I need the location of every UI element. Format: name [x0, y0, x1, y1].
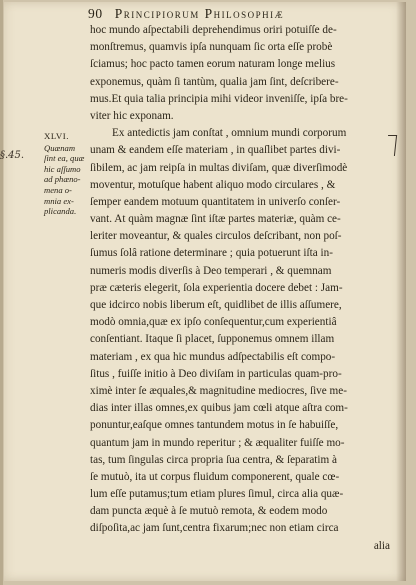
text-line: dias inter illas omnes,ex quibus jam cœli atque aſtra com-: [90, 402, 348, 415]
margin-note: [44, 131, 90, 217]
page-gutter-shadow: [396, 2, 406, 581]
text-line: ponuntur,eaſque omnes tantundem motus in ſe habuiſſe,: [90, 419, 339, 432]
margin-gloss-line: ſint ea, quæ: [44, 153, 85, 164]
margin-gloss-line: mnia ex-: [44, 195, 74, 206]
text-line: ſemper eandem motuum quantitatem in univerſo conſer-: [90, 195, 341, 208]
page-edge: [0, 0, 3, 585]
margin-gloss-line: mena o-: [44, 184, 72, 195]
paragraph-first-line: Ex antedictis jam conſtat , omnium mundi corporum: [112, 127, 347, 140]
text-line: leriter moveantur, & quales circulos deſcribant, non poſ-: [90, 230, 342, 243]
margin-gloss-line: ad phæno-: [44, 174, 81, 185]
text-line: que idcirco nobis liberum eſt, quidlibet de illis aſſumere,: [90, 299, 342, 311]
text-line: conſentiant. Itaque ſi placet, ſupponemus omnem illam: [90, 333, 335, 346]
running-title: Principiorum Philosophiæ: [114, 6, 285, 21]
page-number: 90: [88, 6, 103, 21]
text-line: unam & eandem eſſe materiam , in quaſlibet partes divi-: [90, 144, 341, 157]
margin-gloss-line: hic aſſumo: [44, 163, 81, 174]
text-line: ſumus ſolâ ratione determinare ; quia potuerunt iſta in-: [90, 247, 333, 260]
text-line: ſe mutuò, ita ut corpus fluidum componerent, quale cœ-: [90, 470, 340, 483]
text-line: ſitus , fuiſſe initio à Deo diviſam in particulas quam-pro-: [90, 367, 342, 380]
text-line: numeris modis diverſis à Deo temperari , & quemnam: [90, 264, 332, 277]
text-line: ximè inter ſe æquales,& magnitudine mediocres, ſive me-: [90, 384, 347, 397]
text-line: tas, tum ſingulas circa propria ſua centra, & ſeparatim à: [90, 453, 337, 466]
margin-gloss-line: plicanda.: [44, 206, 77, 217]
text-line: dam puncta æquè à ſe mutuò remota, & eodem modo: [90, 505, 328, 518]
text-line: præ cæteris elegerit, ſola experientia docere debet : Jam-: [90, 281, 343, 294]
section-number: XLVI.: [44, 131, 69, 141]
text-line: lum eſſe putamus;tum etiam plures ſimul, circa alia quæ-: [90, 488, 344, 501]
body-text: [90, 22, 390, 555]
text-line: vant. At quàm magnæ ſint iſtæ partes materiæ, quàm ce-: [90, 213, 341, 226]
text-line: mus.Et quia talia principia mihi videor inveniſſe, ipſa bre-: [90, 92, 348, 105]
text-line: hoc mundo aſpectabili deprehendimus oriri potuiſſe de-: [90, 24, 337, 36]
text-line: diſpoſita,ac jam ſunt,centra fixarum;nec non etiam circa: [90, 522, 339, 535]
margin-gloss-line: Quænam: [44, 142, 76, 153]
catchword: alia: [373, 539, 390, 552]
text-line: ſciamus; hoc pacto tamen eorum naturam longe melius: [90, 58, 336, 71]
text-line: moventur, motuſque habent aliquo modo circulares , &: [90, 178, 336, 191]
text-line: modò omnia,quæ ex ipſo conſequentur,cum experientiâ: [90, 316, 337, 329]
text-line: exponemus, quàm ſi tantùm, qualia jam ſint, deſcribere-: [90, 75, 339, 88]
text-line: ſibilem, ac jam reipſa in multas diviſam, quæ diverſimodè: [90, 161, 348, 174]
text-line: materiam , ex qua hic mundus adſpectabilis eſt compo-: [90, 350, 336, 363]
handwritten-note: §.45.: [0, 150, 25, 161]
text-line: quantum jam in mundo reperitur ; & æqualiter fuiſſe mo-: [90, 436, 345, 449]
text-line: monſtremus, quamvis ipſa nunquam ſic orta eſſe probè: [90, 41, 333, 54]
text-line: viter hic exponam.: [90, 109, 174, 122]
